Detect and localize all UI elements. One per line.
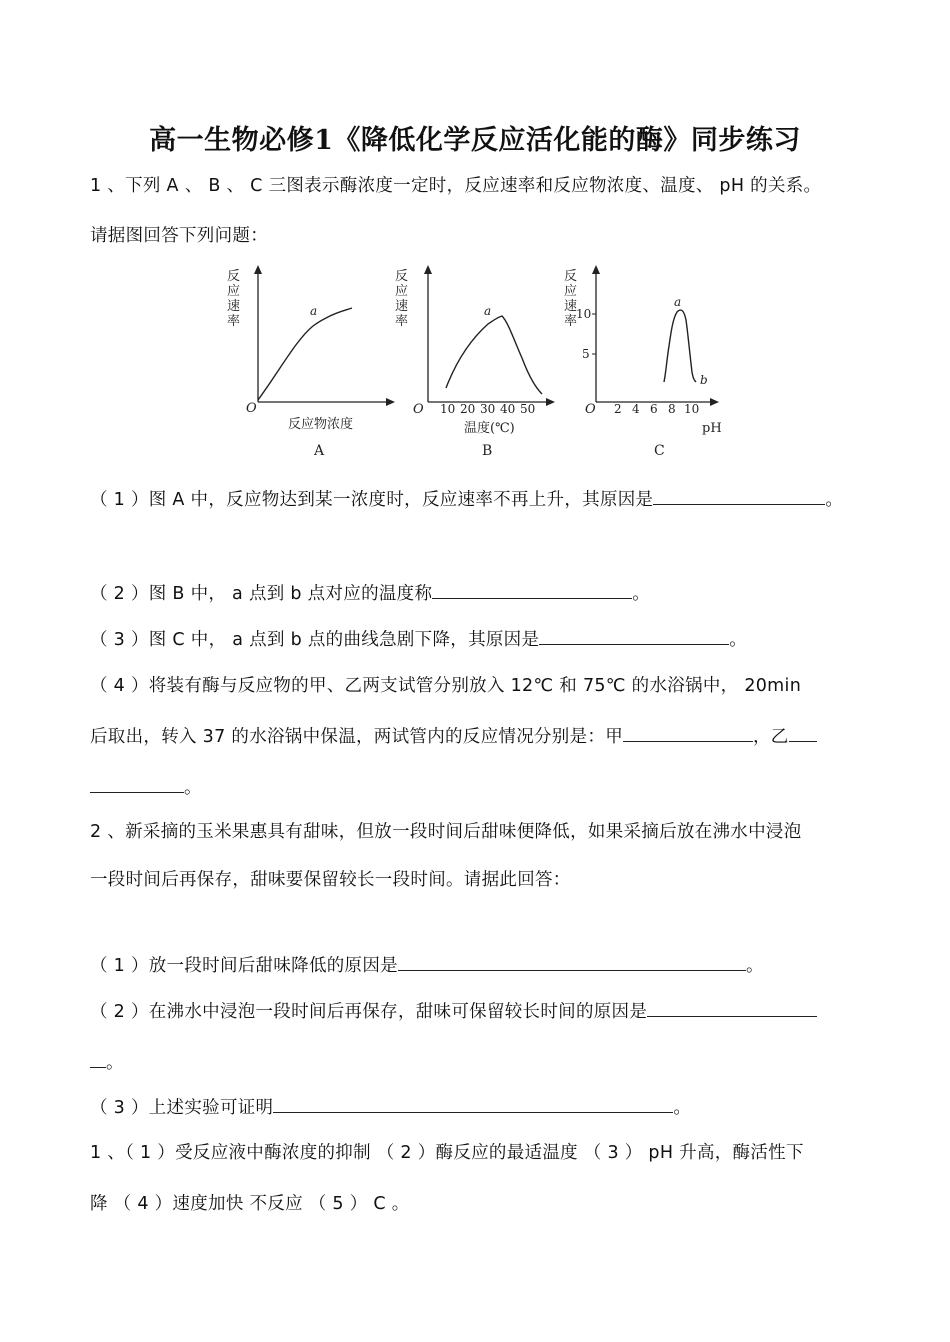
- figure-b-curve: [446, 316, 542, 394]
- figure-a-caption: A: [314, 443, 325, 459]
- q1-part4-text-b: ，乙: [753, 727, 789, 747]
- q2-part2-end: 。: [106, 1053, 124, 1073]
- figure-b-xtick-10: 10: [440, 402, 456, 416]
- q1-part4-line1: （ 4 ）将装有酶与反应物的甲、乙两支试管分别放入 12℃ 和 75℃ 的水浴锅中， 20min: [90, 676, 802, 696]
- figure-b-ylabel-4: 率: [395, 314, 409, 329]
- q2-part2-text: （ 2 ）在沸水中浸泡一段时间后再保存，甜味可保留较长时间的原因是: [90, 1002, 648, 1022]
- figure-c-xtick-6: 6: [650, 402, 658, 416]
- figure-c-caption: C: [654, 443, 665, 459]
- q2-part3-text: （ 3 ）上述实验可证明: [90, 1098, 274, 1118]
- figure-c-ytick-5: 5: [582, 347, 590, 361]
- figure-c-xtick-2: 2: [614, 402, 622, 416]
- q2-part2-blank-2[interactable]: [90, 1049, 106, 1068]
- answers-line1: 1 、（ 1 ）受反应液中酶浓度的抑制 （ 2 ）酶反应的最适温度 （ 3 ） pH 升高，酶活性下: [90, 1143, 804, 1163]
- figure-b-ylabel-1: 反: [395, 269, 409, 284]
- q1-intro-line2: 请据图回答下列问题：: [90, 226, 268, 246]
- figure-c-ylabel-3: 速: [564, 299, 578, 314]
- figure-b-xlabel: 温度(℃): [464, 421, 515, 436]
- figure-c-ylabel-1: 反: [564, 269, 578, 284]
- figure-c-x-arrow: [710, 398, 719, 406]
- q1-part1-text: （ 1 ）图 A 中，反应物达到某一浓度时，反应速率不再上升，其原因是: [90, 490, 654, 510]
- q2-part2: [90, 998, 817, 1023]
- q1-part2-blank[interactable]: [432, 580, 632, 599]
- q2-part1: [90, 952, 764, 977]
- figure-b-ylabel-3: 速: [395, 299, 409, 314]
- q2-part3: [90, 1094, 691, 1119]
- figure-c-curve: [664, 310, 696, 382]
- figure-a-origin: O: [246, 401, 257, 416]
- figure-b-xtick-30: 30: [480, 402, 496, 416]
- figure-b-xtick-40: 40: [500, 402, 516, 416]
- figure-a-ylabel-4: 率: [227, 314, 241, 329]
- figure-c: [564, 265, 722, 459]
- figure-a-ylabel-1: 反: [227, 269, 241, 284]
- figure-c-ylabel-4: 率: [564, 314, 578, 329]
- figure-c-origin: O: [585, 402, 596, 417]
- figure-c-xlabel: pH: [702, 421, 722, 436]
- q1-part4-blank-yi-2[interactable]: [90, 774, 184, 793]
- answers-line2: 降 （ 4 ）速度加快 不反应 （ 5 ） C 。: [90, 1194, 410, 1214]
- q2-part2-blank-1[interactable]: [647, 998, 817, 1017]
- figure-c-point-b: b: [700, 373, 708, 387]
- q2-part1-blank[interactable]: [398, 952, 746, 971]
- figure-b-point-a: a: [484, 304, 492, 318]
- figure-c-y-arrow: [592, 265, 600, 274]
- figure-a-curve: [258, 308, 352, 400]
- figure-b-origin: O: [413, 402, 424, 417]
- figure-a-x-arrow: [386, 398, 395, 406]
- q2-part1-text: （ 1 ）放一段时间后甜味降低的原因是: [90, 956, 398, 976]
- q2-part3-end: 。: [673, 1098, 692, 1118]
- q1-part4-end: 。: [184, 778, 202, 798]
- q2-part2-line2: [90, 1049, 124, 1074]
- q1-part3-end: 。: [729, 630, 748, 650]
- figure-c-xtick-10: 10: [684, 402, 700, 416]
- figure-c-xtick-8: 8: [668, 402, 676, 416]
- figure-b-caption: B: [482, 443, 493, 459]
- figure-b-y-arrow: [424, 265, 432, 274]
- q1-part1-end: 。: [825, 490, 844, 510]
- q1-part4-line2: [90, 723, 817, 748]
- q2-intro-line2: 一段时间后再保存，甜味要保留较长一段时间。请据此回答：: [90, 870, 571, 890]
- q1-part3: [90, 626, 747, 651]
- figure-a-ylabel-2: 应: [227, 284, 241, 299]
- q1-intro-line1: 1 、下列 A 、 B 、 C 三图表示酶浓度一定时，反应速率和反应物浓度、温度、 pH 的关系。: [90, 176, 822, 196]
- q1-part4-blank-yi-1[interactable]: [789, 723, 817, 742]
- q1-part1-blank[interactable]: [653, 486, 825, 505]
- figure-a-xlabel: 反应物浓度: [288, 417, 354, 432]
- figure-b-ylabel-2: 应: [395, 284, 409, 299]
- figure-b-xtick-50: 50: [520, 402, 536, 416]
- q1-part1: [90, 486, 843, 511]
- q1-part2-end: 。: [632, 584, 651, 604]
- q1-part2-text: （ 2 ）图 B 中， a 点到 b 点对应的温度称: [90, 584, 433, 604]
- figure-a-ylabel-3: 速: [227, 299, 241, 314]
- q2-intro-line1: 2 、新采摘的玉米果惠具有甜味，但放一段时间后甜味便降低，如果采摘后放在沸水中浸泡: [90, 822, 802, 842]
- figure-b-x-arrow: [546, 398, 555, 406]
- figure-a-point-a: a: [310, 304, 318, 318]
- figure-svg: [218, 262, 738, 462]
- figure-b: [395, 265, 555, 459]
- q2-part3-blank[interactable]: [273, 1094, 673, 1113]
- q1-part4-text-a: 后取出，转入 37 的水浴锅中保温，两试管内的反应情况分别是：甲: [90, 727, 623, 747]
- q1-part3-blank[interactable]: [539, 626, 729, 645]
- q1-part4-line3: [90, 774, 202, 799]
- figure-c-point-a: a: [674, 295, 682, 309]
- figure-a: [227, 265, 395, 459]
- page-title: 高一生物必修1《降低化学反应活化能的酶》同步练习: [149, 125, 801, 156]
- figure-abc: [218, 262, 738, 466]
- q1-part2: [90, 580, 650, 605]
- figure-c-ylabel-2: 应: [564, 284, 578, 299]
- figure-b-xtick-20: 20: [460, 402, 476, 416]
- q2-part1-end: 。: [745, 956, 764, 976]
- q1-part4-blank-jia[interactable]: [623, 723, 753, 742]
- figure-c-xtick-4: 4: [632, 402, 640, 416]
- q1-part3-text: （ 3 ）图 C 中， a 点到 b 点的曲线急剧下降，其原因是: [90, 630, 540, 650]
- figure-a-y-arrow: [254, 265, 262, 274]
- figure-c-ytick-10: 10: [576, 307, 592, 321]
